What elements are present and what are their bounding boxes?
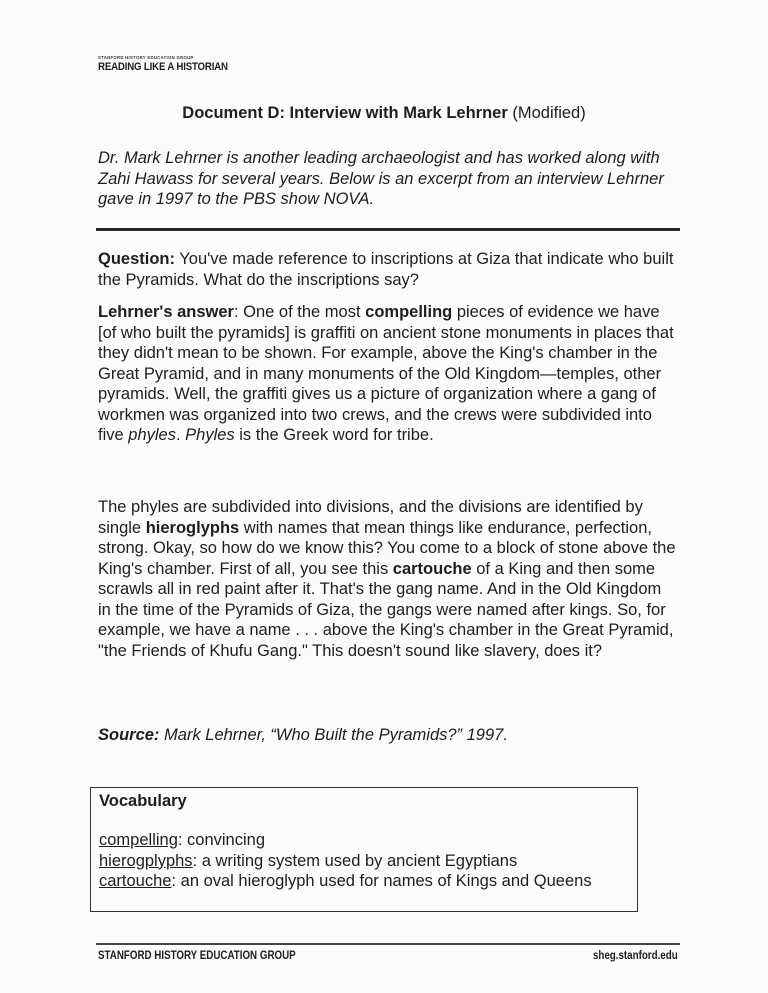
answer-label: Lehrner's answer	[98, 303, 234, 321]
vocab-item	[99, 851, 592, 872]
question-paragraph	[98, 249, 678, 290]
answer1-bold-compelling: compelling	[365, 303, 453, 321]
question-label: Question:	[98, 250, 175, 268]
vocab-term: compelling	[99, 831, 178, 849]
vocab-item	[99, 871, 592, 892]
answer2-bold-cartouche: cartouche	[392, 559, 472, 578]
logo-main-text	[98, 61, 228, 73]
vocabulary-box	[90, 787, 638, 912]
logo-main-prefix: READING LIKE A	[98, 61, 177, 73]
vocabulary-title: Vocabulary	[99, 792, 187, 810]
footer-organization: STANFORD HISTORY EDUCATION GROUP	[98, 950, 296, 962]
intro-paragraph: Dr. Mark Lehrner is another leading archaeologist and has worked along with Zahi Hawass for several years. Below is an excerpt from an interview Lehrner gave in 1997 to the PBS show NOVA.	[98, 149, 664, 208]
answer1-italic-phyles-2: Phyles	[185, 426, 235, 444]
answer2-text-1: The phyles are subdivided into divisions, and the divisions are identified by single	[98, 498, 643, 537]
source-citation	[98, 725, 678, 746]
answer1-text-3: .	[175, 426, 186, 444]
vocab-term: hierogplyphs	[99, 851, 193, 870]
answer2-bold-hieroglyphs: hieroglyphs	[145, 518, 240, 537]
footer-website: sheg.stanford.edu	[593, 950, 678, 962]
vocab-item	[99, 830, 592, 851]
vocabulary-list	[99, 830, 592, 892]
answer-paragraph-1	[98, 302, 678, 446]
question-text: You've made reference to inscriptions at Giza that indicate who built the Pyramids. What do the inscriptions say?	[98, 250, 674, 289]
logo-small-text: STANFORD HISTORY EDUCATION GROUP	[98, 55, 194, 60]
section-divider	[96, 228, 680, 231]
logo-main-historian: HISTORIAN	[176, 61, 228, 73]
source-label: Source:	[98, 726, 160, 744]
answer2-text-3: of a King and then some scrawls all in red paint after it. That's the gang name. And in the Old Kingdom in the time of the Pyramids of Giza, the gangs were named after kings. So, for example, we have a name . . . above the King's chamber in the Great Pyramid, "the Friends of Khufu Gang." This doesn't sound like slavery, does it?	[98, 559, 674, 660]
vocab-definition: : convincing	[177, 831, 266, 849]
vocab-definition: : a writing system used by ancient Egyptians	[192, 851, 518, 870]
answer1-text-1: : One of the most	[233, 303, 366, 321]
answer1-text-4: is the Greek word for tribe.	[234, 426, 434, 444]
document-title-suffix: (Modified)	[507, 104, 586, 122]
answer2-text-2: with names that mean things like endurance, perfection, strong. Okay, so how do we know this? You come to a block of stone above the King's chamber. First of all, you see this	[98, 518, 676, 578]
document-title	[0, 104, 768, 123]
rlh-logo	[98, 55, 246, 73]
answer1-italic-phyles: phyles	[128, 426, 176, 444]
vocab-term: cartouche	[99, 872, 172, 890]
answer1-text-2: pieces of evidence we have [of who built the pyramids] is graffiti on ancient stone monuments in places that they didn't mean to be shown. For example, above the King's chamber in the Great Pyramid, and in many monuments of the Old Kingdom—temples, other pyramids. Well, the graffiti gives us a picture of organization where a gang of workmen was organized into two crews, and the crews were subdivided into five	[98, 303, 674, 444]
document-title-main: Document D: Interview with Mark Lehrner	[182, 104, 508, 122]
source-text: Mark Lehrner, “Who Built the Pyramids?” 1997.	[159, 726, 508, 744]
footer-divider	[96, 943, 680, 945]
vocab-definition: : an oval hieroglyph used for names of Kings and Queens	[171, 872, 592, 890]
answer-paragraph-2	[98, 497, 678, 661]
